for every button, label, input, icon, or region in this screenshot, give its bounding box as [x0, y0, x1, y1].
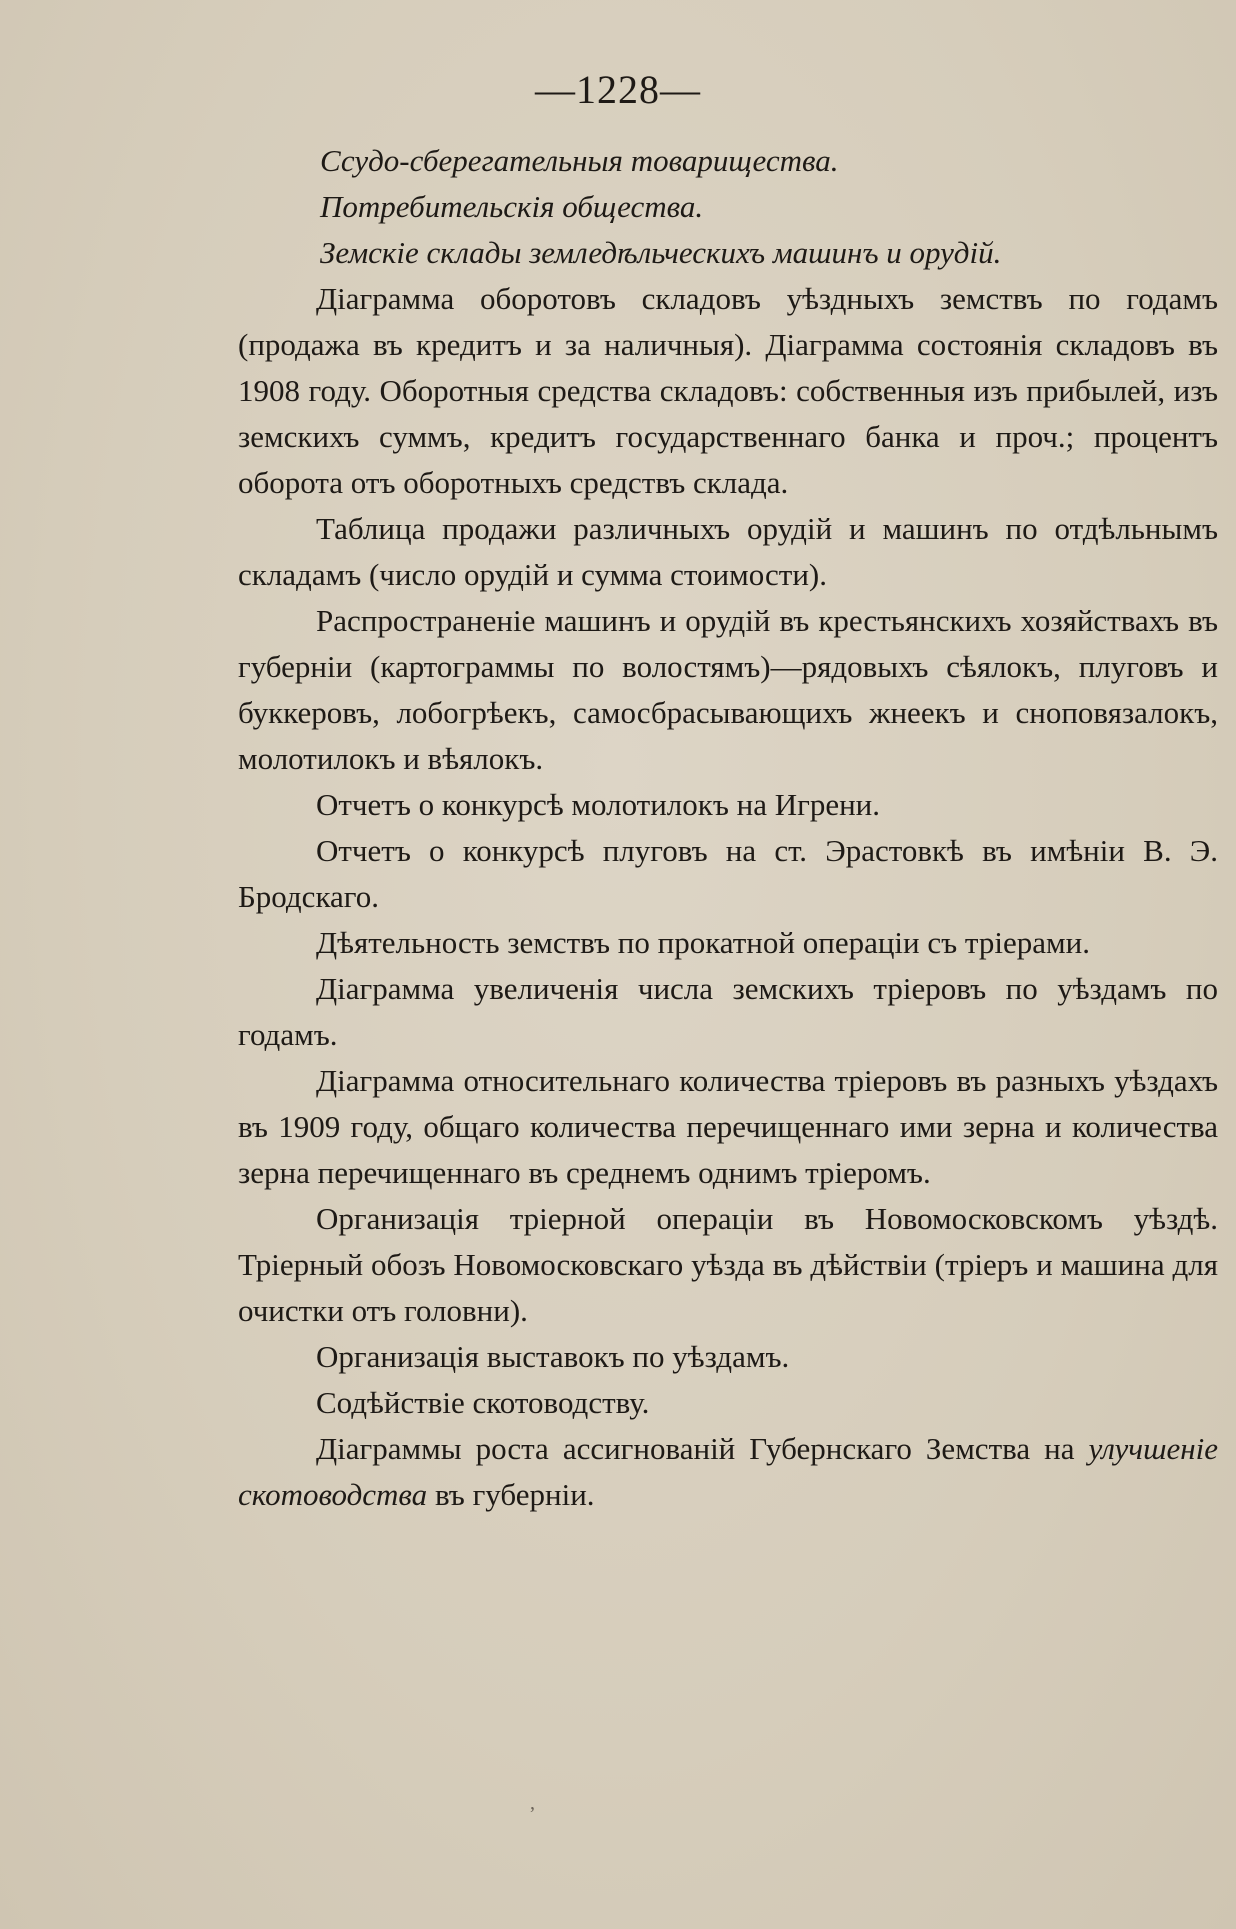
funding-text-end: въ губерніи.: [427, 1477, 595, 1512]
page-number: —1228—: [535, 67, 701, 112]
paragraph-trier-organization: Организація тріерной операціи въ Новомосковскомъ уѣздѣ. Тріерный обозъ Новомосковскаго уѣзда въ дѣйствіи (тріеръ и машина для очистки отъ головни).: [238, 1201, 1218, 1328]
heading-consumer-societies: Потребительскія общества.: [320, 189, 704, 224]
heading-loan-savings: Ссудо-сберегательныя товарищества.: [320, 143, 839, 178]
funding-text-italic: улучшеніе скотоводства: [238, 1431, 1218, 1512]
funding-text-start: Діаграммы роста ассигнованій Губернскаго Земства на: [316, 1431, 1089, 1466]
paragraph-trier-growth: Діаграмма увеличенія числа земскихъ тріеровъ по уѣздамъ по годамъ.: [238, 971, 1218, 1052]
paragraph-thresher-contest: Отчетъ о конкурсѣ молотилокъ на Игрени.: [316, 787, 881, 822]
paragraph-livestock-funding: [238, 1426, 1218, 1518]
paragraph-trier-rental: Дѣятельность земствъ по прокатной операціи съ тріерами.: [316, 925, 1090, 960]
ink-mark: ,: [530, 1792, 535, 1814]
paragraph-exhibitions: Организація выставокъ по уѣздамъ.: [316, 1339, 790, 1374]
paragraph-machine-distribution: Распространеніе машинъ и орудій въ крестьянскихъ хозяйствахъ въ губерніи (картограммы по волостямъ)—рядовыхъ сѣялокъ, плуговъ и буккеровъ, лобогрѣекъ, самосбрасывающихъ жнеекъ и сноповязалокъ, молотилокъ и вѣялокъ.: [238, 603, 1218, 776]
paragraph-plough-contest: Отчетъ о конкурсѣ плуговъ на ст. Эрастовкѣ въ имѣніи В. Э. Бродскаго.: [238, 833, 1218, 914]
paragraph-trier-relative: Діаграмма относительнаго количества тріеровъ въ разныхъ уѣздахъ въ 1909 году, общаго количества перечищеннаго ими зерна и количества зерна перечищеннаго въ среднемъ однимъ тріеромъ.: [238, 1063, 1218, 1190]
heading-zemstvo-warehouses: Земскіе склады земледѣльческихъ машинъ и орудій.: [320, 235, 1002, 270]
paragraph-livestock-support: Содѣйствіе скотоводству.: [316, 1385, 650, 1420]
page-body: [238, 138, 1218, 1518]
paragraph-sales-table: Таблица продажи различныхъ орудій и машинъ по отдѣльнымъ складамъ (число орудій и сумма стоимости).: [238, 511, 1218, 592]
paragraph-warehouse-turnover: Діаграмма оборотовъ складовъ уѣздныхъ земствъ по годамъ (продажа въ кредитъ и за наличныя). Діаграмма состоянія складовъ въ 1908 году. Оборотныя средства складовъ: собственныя изъ прибылей, изъ земскихъ суммъ, кредитъ государственнаго банка и проч.; процентъ оборота отъ оборотныхъ средствъ склада.: [238, 281, 1218, 500]
